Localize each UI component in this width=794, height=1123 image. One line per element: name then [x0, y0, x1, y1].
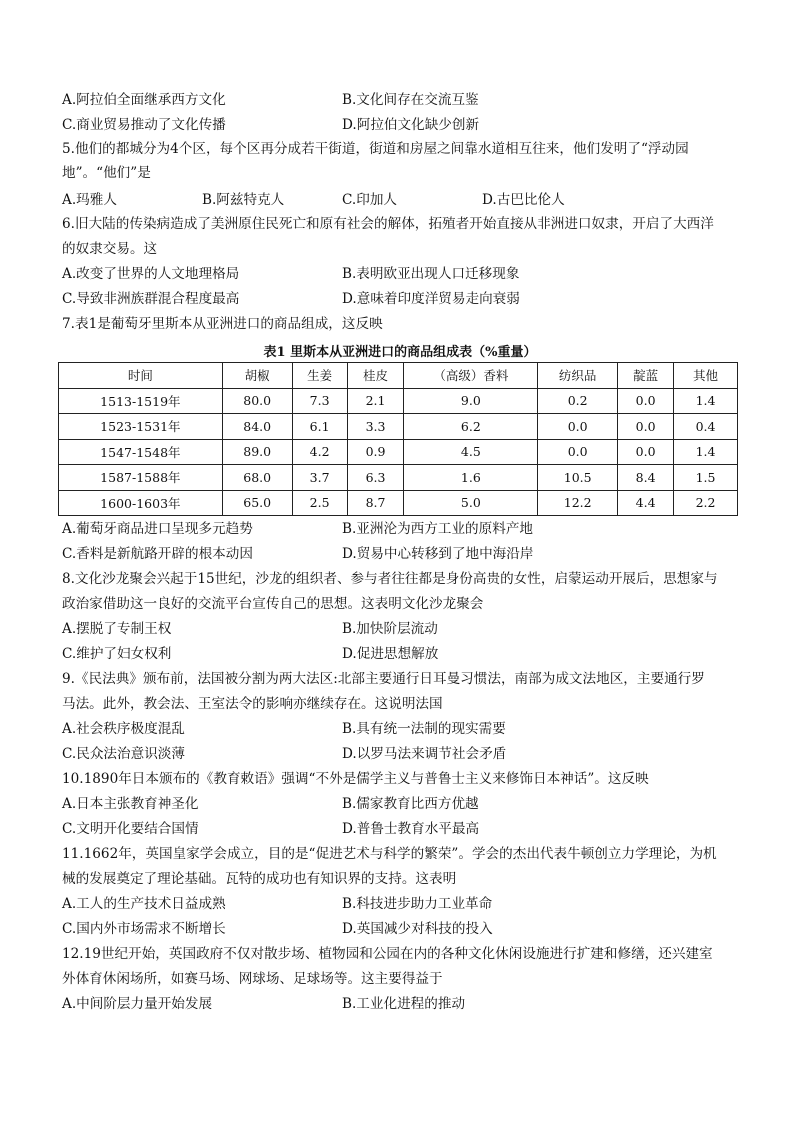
- q10-options-row2: [62, 820, 480, 839]
- table-cell: 65.0: [222, 490, 292, 516]
- q8-stem-line2: 政治家借助这一良好的交流平台宣传自己的思想。这表明文化沙龙聚会: [62, 596, 484, 612]
- table-cell: 0.9: [347, 439, 404, 465]
- table-cell: 80.0: [222, 388, 292, 414]
- import-table: [58, 362, 738, 516]
- table-header: 靛蓝: [618, 363, 674, 389]
- q9-stem-line1: 9.《民法典》颁布前，法国被分割为两大法区:北部主要通行日耳曼习惯法，南部为成文法地区，主要通行罗: [62, 671, 705, 687]
- table-cell: 68.0: [222, 465, 292, 491]
- q8-option-d[interactable]: D.促进思想解放: [342, 646, 439, 662]
- table-cell: 1523-1531年: [59, 414, 223, 440]
- table-cell: 6.1: [292, 414, 347, 440]
- table-header: 纺织品: [538, 363, 618, 389]
- table-title: 表1 里斯本从亚洲进口的商品组成表（%重量）: [263, 345, 537, 360]
- q10-option-b[interactable]: B.儒家教育比西方优越: [342, 796, 479, 812]
- table-row: [59, 439, 738, 465]
- table-header: 其他: [674, 363, 738, 389]
- q12-stem-line2: 外体育休闲场所，如赛马场、网球场、足球场等。这主要得益于: [62, 971, 443, 987]
- q11-options-row2: [62, 920, 493, 939]
- table-cell: 0.0: [618, 388, 674, 414]
- q9-options-row2: [62, 745, 507, 764]
- q11-stem-line2: 械的发展奠定了理论基础。瓦特的成功也有知识界的支持。这表明: [62, 871, 457, 887]
- q4-option-d[interactable]: D.阿拉伯文化缺少创新: [342, 117, 480, 133]
- table-cell: 1.5: [674, 465, 738, 491]
- table-cell: 1.4: [674, 439, 738, 465]
- table-cell: 1547-1548年: [59, 439, 223, 465]
- table-cell: 7.3: [292, 388, 347, 414]
- q5-stem-line1: 5.他们的都城分为4个区，每个区再分成若干街道，街道和房屋之间靠水道相互往来，他们发明了“浮动园: [62, 141, 689, 157]
- q5-option-c[interactable]: C.印加人: [342, 192, 398, 208]
- q7-option-a[interactable]: A.葡萄牙商品进口呈现多元趋势: [62, 521, 253, 537]
- q12-option-b[interactable]: B.工业化进程的推动: [342, 996, 466, 1012]
- table-cell: 1600-1603年: [59, 490, 223, 516]
- table-cell: 9.0: [404, 388, 538, 414]
- q10-option-d[interactable]: D.普鲁士教育水平最高: [342, 821, 480, 837]
- q11-option-c[interactable]: C.国内外市场需求不断增长: [62, 921, 226, 937]
- table-cell: 89.0: [222, 439, 292, 465]
- table-cell: 4.4: [618, 490, 674, 516]
- table-cell: 3.7: [292, 465, 347, 491]
- q12-stem-line1: 12.19世纪开始，英国政府不仅对散步场、植物园和公园在内的各种文化休闲设施进行扩建和修缮，还兴建室: [62, 946, 713, 962]
- table-cell: 2.1: [347, 388, 404, 414]
- q8-options-row1: [62, 620, 438, 639]
- table-header-row: [59, 363, 738, 389]
- table-cell: 0.0: [618, 414, 674, 440]
- q4-options-row2: [62, 116, 480, 135]
- table-cell: 4.2: [292, 439, 347, 465]
- table-cell: 2.2: [674, 490, 738, 516]
- q4-options-row1: [62, 91, 479, 110]
- q6-option-b[interactable]: B.表明欧亚出现人口迁移现象: [342, 266, 520, 282]
- table-cell: 8.4: [618, 465, 674, 491]
- q6-stem-line2: 的奴隶交易。这: [62, 241, 158, 257]
- q6-option-d[interactable]: D.意味着印度洋贸易走向衰弱: [342, 291, 520, 307]
- table-cell: 3.3: [347, 414, 404, 440]
- table-cell: 0.0: [538, 439, 618, 465]
- q5-option-d[interactable]: D.古巴比伦人: [482, 192, 565, 208]
- table-cell: 1513-1519年: [59, 388, 223, 414]
- table-header: 时间: [59, 363, 223, 389]
- q11-option-b[interactable]: B.科技进步助力工业革命: [342, 896, 493, 912]
- table-cell: 2.5: [292, 490, 347, 516]
- q6-option-a[interactable]: A.改变了世界的人文地理格局: [62, 266, 240, 282]
- q5-option-b[interactable]: B.阿兹特克人: [202, 192, 285, 208]
- q8-options-row2: [62, 645, 439, 664]
- table-cell: 6.2: [404, 414, 538, 440]
- table-cell: 5.0: [404, 490, 538, 516]
- q8-stem-line1: 8.文化沙龙聚会兴起于15世纪，沙龙的组织者、参与者往往都是身份高贵的女性，启蒙运动开展后，思想家与: [62, 571, 718, 587]
- q8-option-b[interactable]: B.加快阶层流动: [342, 621, 438, 637]
- table-cell: 12.2: [538, 490, 618, 516]
- q8-option-a[interactable]: A.摆脱了专制王权: [62, 621, 172, 637]
- q10-option-c[interactable]: C.文明开化要结合国情: [62, 821, 199, 837]
- q9-option-a[interactable]: A.社会秩序极度混乱: [62, 721, 185, 737]
- table-cell: 0.2: [538, 388, 618, 414]
- table-cell: 1.4: [674, 388, 738, 414]
- table-cell: 0.0: [618, 439, 674, 465]
- q10-options-row1: [62, 795, 479, 814]
- q11-option-a[interactable]: A.工人的生产技术日益成熟: [62, 896, 226, 912]
- q4-option-c[interactable]: C.商业贸易推动了文化传播: [62, 117, 226, 133]
- q7-stem: 7.表1是葡萄牙里斯本从亚洲进口的商品组成，这反映: [62, 316, 383, 332]
- q9-options-row1: [62, 720, 506, 739]
- q5-stem-line2: 地”。“他们”是: [62, 165, 151, 181]
- q4-option-b[interactable]: B.文化间存在交流互鉴: [342, 92, 479, 108]
- q10-stem-line1: 10.1890年日本颁布的《教育敕语》强调“不外是儒学主义与普鲁士主义来修饰日本神话”。这反映: [62, 771, 649, 787]
- table-cell: 0.4: [674, 414, 738, 440]
- table-row: [59, 414, 738, 440]
- q7-option-b[interactable]: B.亚洲沦为西方工业的原料产地: [342, 521, 534, 537]
- q7-options-row2: [62, 545, 534, 564]
- q5-option-a[interactable]: A.玛雅人: [62, 192, 117, 208]
- q11-options-row1: [62, 895, 493, 914]
- q11-option-d[interactable]: D.英国减少对科技的投入: [342, 921, 493, 937]
- q9-option-c[interactable]: C.民众法治意识淡薄: [62, 746, 185, 762]
- table-cell: 1587-1588年: [59, 465, 223, 491]
- q6-option-c[interactable]: C.导致非洲族群混合程度最高: [62, 291, 240, 307]
- q5-options-row: [62, 191, 565, 210]
- table-header: 生姜: [292, 363, 347, 389]
- table-row: [59, 465, 738, 491]
- q10-option-a[interactable]: A.日本主张教育神圣化: [62, 796, 199, 812]
- q8-option-c[interactable]: C.维护了妇女权利: [62, 646, 172, 662]
- q6-options-row1: [62, 265, 520, 284]
- table-cell: 10.5: [538, 465, 618, 491]
- table-row: [59, 490, 738, 516]
- table-cell: 1.6: [404, 465, 538, 491]
- q9-stem-line2: 马法。此外，教会法、王室法令的影响亦继续存在。这说明法国: [62, 696, 443, 712]
- table-cell: 0.0: [538, 414, 618, 440]
- table-header: 桂皮: [347, 363, 404, 389]
- table-cell: 6.3: [347, 465, 404, 491]
- q7-option-d[interactable]: D.贸易中心转移到了地中海沿岸: [342, 546, 534, 562]
- q9-option-b[interactable]: B.具有统一法制的现实需要: [342, 721, 506, 737]
- table-header: 胡椒: [222, 363, 292, 389]
- q6-options-row2: [62, 290, 520, 309]
- q7-options-row1: [62, 520, 534, 539]
- q12-option-a[interactable]: A.中间阶层力量开始发展: [62, 996, 213, 1012]
- table-row: [59, 388, 738, 414]
- table-cell: 4.5: [404, 439, 538, 465]
- table-cell: 8.7: [347, 490, 404, 516]
- q12-options-row1: [62, 995, 466, 1014]
- table-cell: 84.0: [222, 414, 292, 440]
- q4-option-a[interactable]: A.阿拉伯全面继承西方文化: [62, 92, 226, 108]
- q9-option-d[interactable]: D.以罗马法来调节社会矛盾: [342, 746, 507, 762]
- q6-stem-line1: 6.旧大陆的传染病造成了美洲原住民死亡和原有社会的解体，拓殖者开始直接从非洲进口奴隶，开启了大西洋: [62, 216, 714, 232]
- table-header: （高级）香料: [404, 363, 538, 389]
- q7-option-c[interactable]: C.香料是新航路开辟的根本动因: [62, 546, 253, 562]
- q11-stem-line1: 11.1662年，英国皇家学会成立，目的是“促进艺术与科学的繁荣”。学会的杰出代表牛顿创立力学理论，为机: [62, 846, 717, 862]
